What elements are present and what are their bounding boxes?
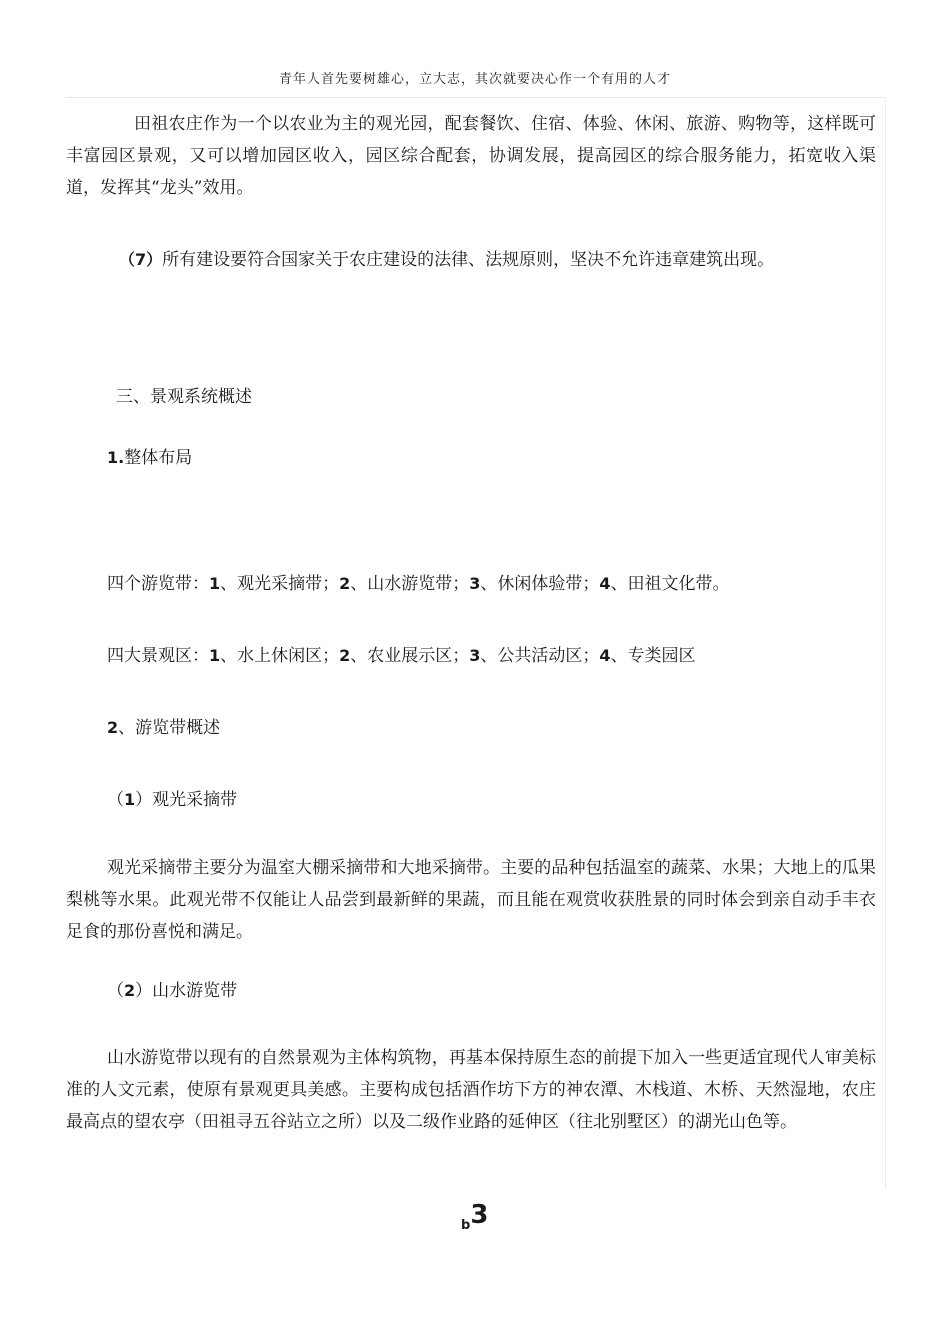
area-text: 、水上休闲区； xyxy=(220,646,340,666)
areas-lead: 四大景观区： xyxy=(107,646,209,666)
paren-open: （ xyxy=(107,981,124,1001)
paragraph-picking-belt: 观光采摘带主要分为温室大棚采摘带和大地采摘带。主要的品种包括温室的蔬菜、水果；大地上的瓜果梨桃等水果。此观光带不仅能让人品尝到最新鲜的果蔬，而且能在观赏收获胜景的同时体会到亲自动手丰衣足食的那份喜悦和满足。 xyxy=(66,858,876,942)
paragraph-landscape-belt: 山水游览带以现有的自然景观为主体构筑物，再基本保持原生态的前提下加入一些更适宜现代人审美标准的人文元素，使原有景观更具美感。主要构成包括酒作坊下方的神农潭、木栈道、木桥、天然湿地，农庄最高点的望农亭（田祖寻五谷站立之所）以及二级作业路的延伸区（往北别墅区）的湖光山色等。 xyxy=(66,1048,876,1132)
belt-text: 、山水游览带； xyxy=(350,574,470,594)
page-number-value: 3 xyxy=(470,1200,489,1230)
subheading-text: 、游览带概述 xyxy=(118,718,221,738)
subheading-number: 1. xyxy=(107,448,125,467)
belt-number: 1 xyxy=(209,574,221,593)
belt-number: 4 xyxy=(599,574,611,593)
subheading-number: 2 xyxy=(107,718,119,737)
subheading-text: 整体布局 xyxy=(124,448,193,468)
belt-number: 2 xyxy=(339,574,351,593)
subsection-1-title xyxy=(107,789,917,811)
subsection-number: 1 xyxy=(124,790,136,809)
belt-number: 3 xyxy=(469,574,481,593)
frame-top-border xyxy=(66,97,886,98)
area-number: 4 xyxy=(599,646,611,665)
page-number-prefix: b xyxy=(461,1218,471,1233)
area-text: 、农业展示区； xyxy=(350,646,470,666)
subsection-number: 2 xyxy=(124,981,136,1000)
area-text: 、公共活动区； xyxy=(480,646,600,666)
paragraph-intro: 田祖农庄作为一个以农业为主的观光园，配套餐饮、住宿、体验、休闲、旅游、购物等，这样既可丰富园区景观，又可以增加园区收入，园区综合配套，协调发展，提高园区的综合服务能力，拓宽收入渠道，发挥其“龙头”效用。 xyxy=(66,114,876,198)
item-number: （7） xyxy=(119,250,163,269)
section-heading-3: 三、景观系统概述 xyxy=(116,387,252,407)
paren-open: （ xyxy=(107,790,124,810)
subsection-text: ）观光采摘带 xyxy=(135,790,238,810)
belt-text: 、田祖文化带。 xyxy=(610,574,730,594)
item-text: 所有建设要符合国家关于农庄建设的法律、法规原则，坚决不允许违章建筑出现。 xyxy=(162,250,775,270)
subheading-2 xyxy=(107,717,917,739)
subheading-1 xyxy=(107,447,917,469)
belt-text: 、观光采摘带； xyxy=(220,574,340,594)
paragraph-item-7 xyxy=(119,249,929,271)
tour-belts-line xyxy=(107,573,917,595)
belt-text: 、休闲体验带； xyxy=(480,574,600,594)
area-number: 2 xyxy=(339,646,351,665)
page-number xyxy=(461,1200,488,1233)
subsection-2-title xyxy=(107,980,917,1002)
scenic-areas-line xyxy=(107,645,917,667)
area-text: 、专类园区 xyxy=(610,646,696,666)
area-number: 1 xyxy=(209,646,221,665)
page-header: 青年人首先要树雄心，立大志，其次就要决心作一个有用的人才 xyxy=(278,72,671,87)
subsection-text: ）山水游览带 xyxy=(135,981,238,1001)
belts-lead: 四个游览带： xyxy=(107,574,209,594)
area-number: 3 xyxy=(469,646,481,665)
